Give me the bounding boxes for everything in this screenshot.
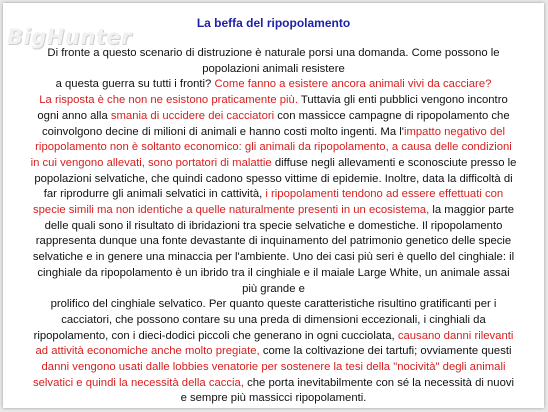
text-line <box>11 219 536 235</box>
highlighted-text-segment: impatto negativo del <box>403 125 506 138</box>
text-line <box>11 234 536 250</box>
text-line <box>11 360 536 376</box>
text-segment: a questa guerra su tutti i fronti? <box>55 78 215 91</box>
text-segment: popolazioni animali resistere <box>202 62 345 75</box>
text-segment: Tuttavia gli enti pubblici vengono incontro <box>297 94 508 107</box>
text-segment: delle quali sono il risultato di ibridazioni tra specie selvatiche e domestiche. Il ripopolamento <box>44 219 503 232</box>
text-segment: prolifico del cinghiale selvatico. Per quanto queste caratteristiche risultino gratificanti per i <box>50 298 497 311</box>
text-line <box>11 266 536 282</box>
text-segment: popolazioni selvatiche, che quindi cadono spesso vittime di epidemie. Inoltre, data la difficoltà di <box>34 172 513 185</box>
text-line <box>11 344 536 360</box>
text-segment: diffuse negli allevamenti e sconosciute presso le <box>271 156 517 169</box>
text-line <box>11 62 536 78</box>
text-line <box>11 172 536 188</box>
highlighted-text-segment: specie simili ma non identiche a quelle naturalmente presenti in un ecosistema, <box>32 204 430 217</box>
text-line <box>11 125 536 141</box>
highlighted-text-segment: smania di uccidere dei cacciatori <box>110 109 275 122</box>
text-segment: coinvolgono decine di milioni di animali e hanno costi molto ingenti. Ma l' <box>41 125 404 138</box>
text-line <box>11 109 536 125</box>
highlighted-text-segment: i ripopolamenti tendono ad essere effettuati con <box>265 188 504 201</box>
text-segment: cacciatori, che possono contare su una preda di dimensioni eccezionali, i cinghiali da <box>61 313 486 326</box>
highlighted-text-segment: selvatici e quindi la necessità della caccia, <box>32 376 244 389</box>
text-line <box>11 156 536 172</box>
text-segment: far riprodurre gli animali selvatici in cattività, <box>43 188 266 201</box>
text-line <box>11 46 536 62</box>
highlighted-text-segment: danni vengono usati dalle lobbies venatorie per sostenere la tesi della "nocività" degli animali <box>41 361 506 374</box>
text-line <box>11 282 536 298</box>
text-line <box>11 329 536 345</box>
text-segment: ogni anno alla <box>37 109 111 122</box>
bighunter-watermark: BigHunter <box>7 25 132 49</box>
highlighted-text-segment: causano danni rilevanti <box>397 329 514 342</box>
text-line <box>11 93 536 109</box>
text-segment: e sempre più massicci ripopolamenti. <box>180 392 367 405</box>
text-line <box>11 77 536 93</box>
text-line <box>11 376 536 392</box>
text-segment: che porta inevitabilmente con sé la necessità di nuovi <box>243 376 515 389</box>
text-segment: rappresenta dunque una fonte devastante di inquinamento del patrimonio genetico delle specie <box>35 235 512 248</box>
slide <box>3 3 544 408</box>
highlighted-text-segment: ripopolamento non è soltanto economico: gli animali da ripopolamento, a causa delle condizioni <box>35 141 512 154</box>
text-line <box>11 203 536 219</box>
text-segment: selvatiche e in genere una minaccia per l'ambiente. Uno dei casi più seri è quello del cinghiale: il <box>32 251 515 264</box>
text-segment: con massicce campagne di ripopolamento che <box>274 109 510 122</box>
text-line <box>11 313 536 329</box>
text-line <box>11 391 536 407</box>
text-segment: più grande e <box>242 282 305 295</box>
text-line <box>11 297 536 313</box>
text-line <box>11 250 536 266</box>
text-line <box>11 140 536 156</box>
text-line <box>11 187 536 203</box>
text-segment: Di fronte a questo scenario di distruzione è naturale porsi una domanda. Come possono le <box>47 47 500 59</box>
highlighted-text-segment: Come fanno a esistere ancora animali vivi da cacciare? <box>214 78 492 91</box>
text-segment: la maggior parte <box>429 204 515 217</box>
highlighted-text-segment: La risposta è che non ne esistono praticamente più. <box>39 94 298 107</box>
slide-title: La beffa del ripopolamento <box>196 16 351 30</box>
text-segment: cinghiale da ripopolamento è un ibrido tra il cinghiale e il maiale Large White, un animale assai <box>37 266 510 279</box>
highlighted-text-segment: ad attività economiche anche molto pregiate, <box>35 345 260 358</box>
text-segment: come la coltivazione dei tartufi; ovviamente questi <box>259 345 512 358</box>
text-segment: ripopolamento, con i dieci-dodici piccoli che generano in ogni cucciolata, <box>33 329 398 342</box>
slide-body-text <box>11 46 536 407</box>
highlighted-text-segment: in cui vengono allevati, sono portatori di malattie <box>30 156 272 169</box>
